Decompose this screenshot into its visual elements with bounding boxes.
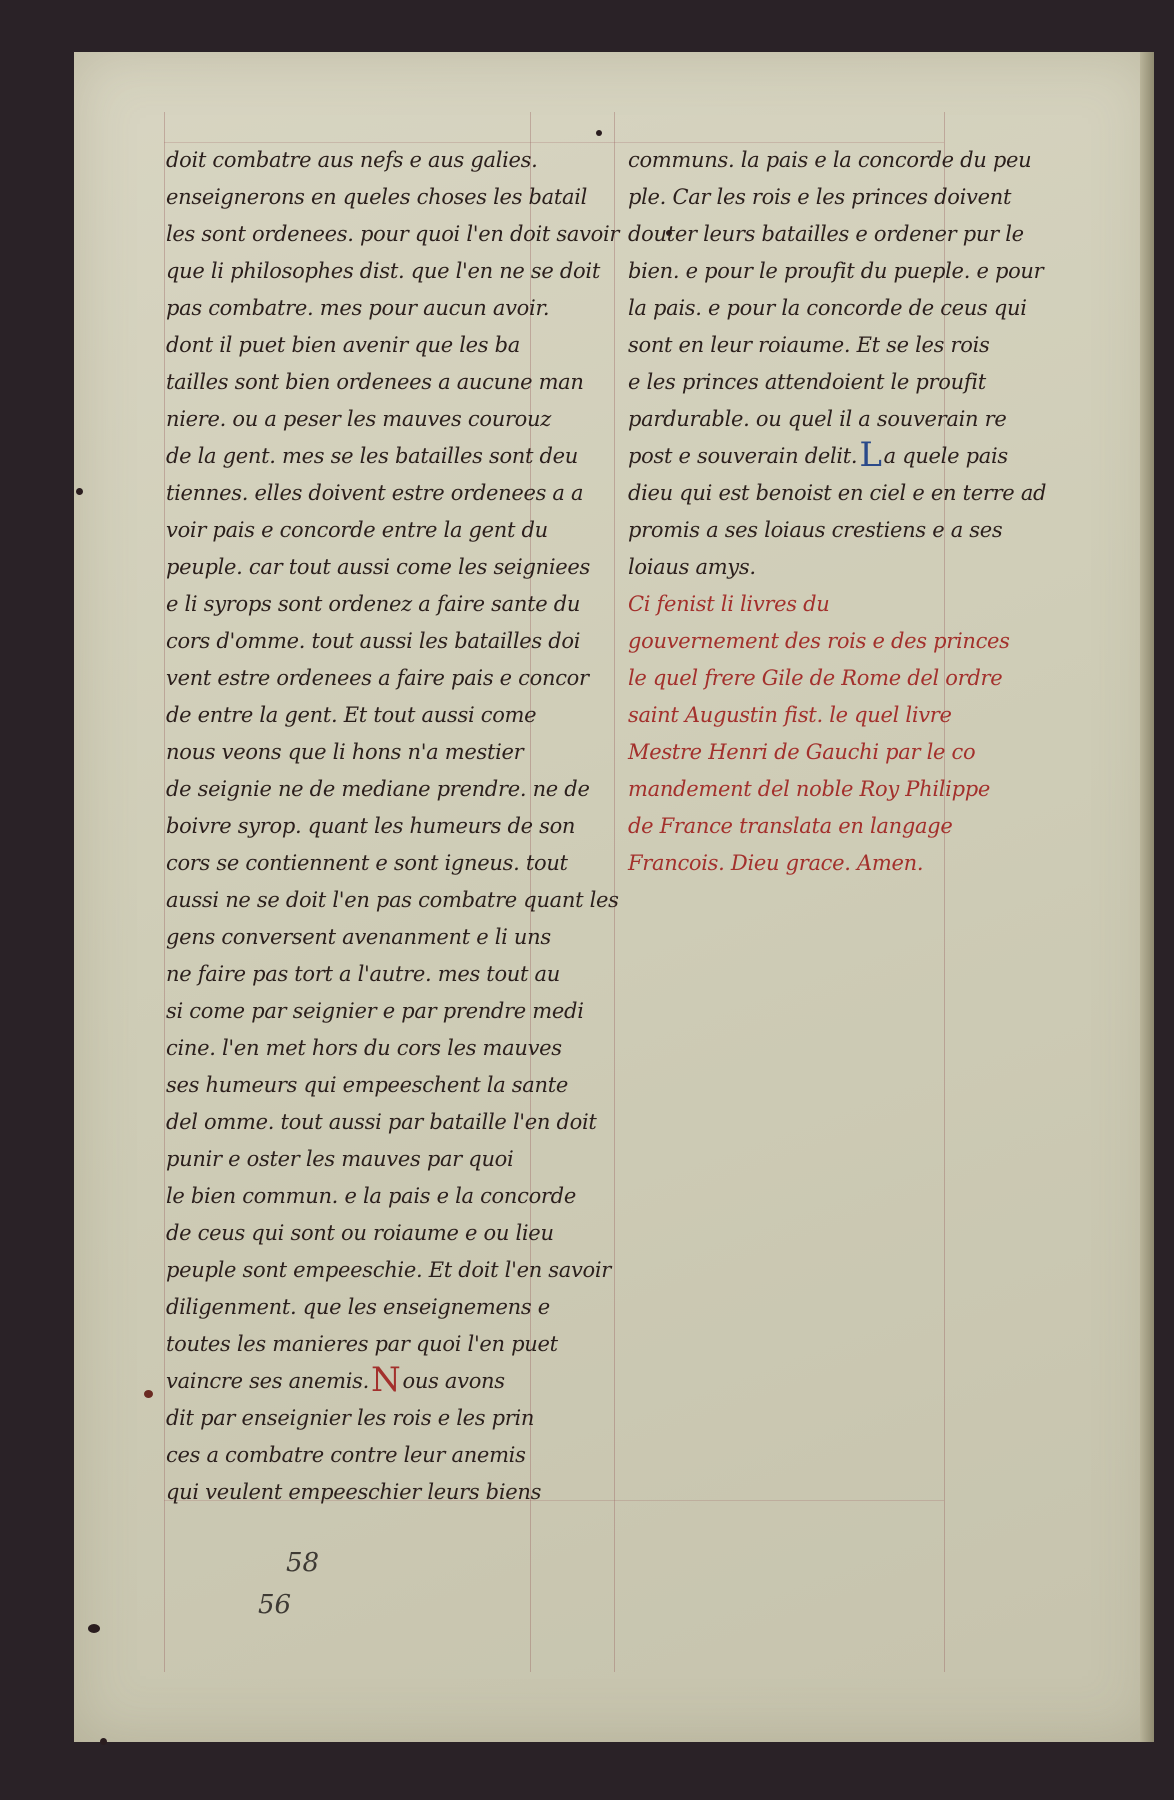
line-text: Mestre Henri de Gauchi par le co [628,740,976,764]
text-line [166,475,636,512]
line-text: promis a ses loiaus crestiens e a ses [628,518,1003,542]
line-text: peuple. car tout aussi come les seigniees [166,555,590,579]
line-text: pas combatre. mes pour aucun avoir. [166,296,550,320]
line-text: gouvernement des rois e des princes [628,629,1010,653]
text-line [628,586,1128,623]
line-text: cine. l'en met hors du cors les mauves [166,1036,562,1060]
text-line [166,1104,636,1141]
line-text: niere. ou a peser les mauves courouz [166,407,552,431]
text-line [166,1067,636,1104]
line-text: diligenment. que les enseignemens e [166,1295,550,1319]
right-text-column [628,142,1128,882]
ruling-line [164,112,165,1672]
folio-number: 58 [286,1548,320,1578]
line-text: peuple sont empeeschie. Et doit l'en savoir [166,1258,612,1282]
text-line [628,253,1128,290]
text-line [628,435,1128,475]
text-line [628,549,1128,586]
prick-mark [596,130,602,136]
text-line [628,512,1128,549]
text-line [628,216,1128,253]
line-text: mandement del noble Roy Philippe [628,777,991,801]
prick-mark [100,1738,107,1745]
text-line [166,1141,636,1178]
text-line [166,1215,636,1252]
text-line [628,623,1128,660]
line-text: bien. e pour le proufit du pueple. e pour [628,259,1044,283]
decorated-initial: L [859,435,882,475]
line-text: de seignie ne de mediane prendre. ne de [166,777,590,801]
text-line [628,697,1128,734]
line-text: dieu qui est benoist en ciel e en terre ad [628,481,1047,505]
text-line [166,993,636,1030]
decorated-initial: N [371,1360,401,1400]
text-line [166,1474,636,1511]
line-text: ses humeurs qui empeeschent la sante [166,1073,568,1097]
line-text: cors d'omme. tout aussi les batailles doi [166,629,581,653]
text-line [166,179,636,216]
text-line [166,253,636,290]
text-line [628,179,1128,216]
line-text: de France translata en langage [628,814,953,838]
line-text: les sont ordenees. pour quoi l'en doit savoir [166,222,620,246]
line-text: ne faire pas tort a l'autre. mes tout au [166,962,560,986]
line-text: douter leurs batailles e ordener pur le [628,222,1024,246]
text-line [628,845,1128,882]
line-text: Ci fenist li livres du [628,592,830,616]
binding-gutter [1140,52,1154,1742]
line-text: le bien commun. e la pais e la concorde [166,1184,576,1208]
stain-mark [144,1390,153,1398]
line-text-after-initial: ous avons [402,1369,505,1393]
line-text: toutes les manieres par quoi l'en puet [166,1332,558,1356]
line-text: qui veulent empeeschier leurs biens [166,1480,542,1504]
line-text: saint Augustin fist. le quel livre [628,703,952,727]
line-text: e les princes attendoient le proufit [628,370,986,394]
line-text: voir pais e concorde entre la gent du [166,518,548,542]
text-line [166,697,636,734]
text-line [166,1289,636,1326]
text-line [628,401,1128,438]
text-line [628,364,1128,401]
folio-number: 56 [258,1590,292,1620]
text-line [628,734,1128,771]
text-line [166,1400,636,1437]
text-line [166,1178,636,1215]
line-text: le quel frere Gile de Rome del ordre [628,666,1003,690]
text-line [166,142,636,179]
line-text: e li syrops sont ordenez a faire sante du [166,592,581,616]
text-line [166,771,636,808]
text-line [166,1030,636,1067]
line-text: aussi ne se doit l'en pas combatre quant les [166,888,619,912]
line-text: cors se contiennent e sont igneus. tout [166,851,568,875]
text-line [628,771,1128,808]
line-text: communs. la pais e la concorde du peu [628,148,1032,172]
text-line [166,216,636,253]
line-text: la pais. e pour la concorde de ceus qui [628,296,1027,320]
text-line [166,364,636,401]
text-line [166,327,636,364]
left-text-column [166,142,636,1511]
line-text: loiaus amys. [628,555,756,579]
text-line [628,327,1128,364]
line-text: doit combatre aus nefs e aus galies. [166,148,538,172]
line-text: tiennes. elles doivent estre ordenees a a [166,481,584,505]
text-line [166,734,636,771]
line-text: de la gent. mes se les batailles sont deu [166,444,579,468]
line-text: que li philosophes dist. que l'en ne se doit [166,259,600,283]
text-line [628,660,1128,697]
line-text: de entre la gent. Et tout aussi come [166,703,537,727]
line-text: dont il puet bien avenir que les ba [166,333,521,357]
line-text: punir e oster les mauves par quoi [166,1147,514,1171]
text-line [166,549,636,586]
text-line [166,660,636,697]
text-line [166,845,636,882]
line-text: sont en leur roiaume. Et se les rois [628,333,990,357]
line-text: ple. Car les rois e les princes doivent [628,185,1012,209]
text-line [628,808,1128,845]
text-line [166,1360,636,1400]
line-text: tailles sont bien ordenees a aucune man [166,370,584,394]
line-text: Francois. Dieu grace. Amen. [628,851,924,875]
text-line [166,919,636,956]
line-text: ces a combatre contre leur anemis [166,1443,526,1467]
text-line [166,1326,636,1363]
text-line [628,290,1128,327]
line-text: dit par enseignier les rois e les prin [166,1406,535,1430]
text-line [166,956,636,993]
line-text: vent estre ordenees a faire pais e concor [166,666,589,690]
line-text: de ceus qui sont ou roiaume e ou lieu [166,1221,554,1245]
text-line [628,475,1128,512]
text-line [166,1437,636,1474]
line-text: nous veons que li hons n'a mestier [166,740,524,764]
line-text: enseignerons en queles choses les batail [166,185,588,209]
text-line [166,438,636,475]
prick-mark [88,1624,100,1633]
line-text: vaincre ses anemis. [166,1369,370,1393]
line-text: pardurable. ou quel il a souverain re [628,407,1007,431]
line-text: gens conversent avenanment e li uns [166,925,551,949]
line-text: si come par seignier e par prendre medi [166,999,584,1023]
text-line [166,401,636,438]
text-line [166,586,636,623]
line-text: del omme. tout aussi par bataille l'en doit [166,1110,597,1134]
text-line [628,142,1128,179]
line-text: post e souverain delit. [628,444,858,468]
line-text-after-initial: a quele pais [883,444,1008,468]
text-line [166,290,636,327]
text-line [166,1252,636,1289]
text-line [166,623,636,660]
prick-mark [76,488,83,495]
text-line [166,882,636,919]
text-line [166,808,636,845]
text-line [166,512,636,549]
line-text: boivre syrop. quant les humeurs de son [166,814,576,838]
